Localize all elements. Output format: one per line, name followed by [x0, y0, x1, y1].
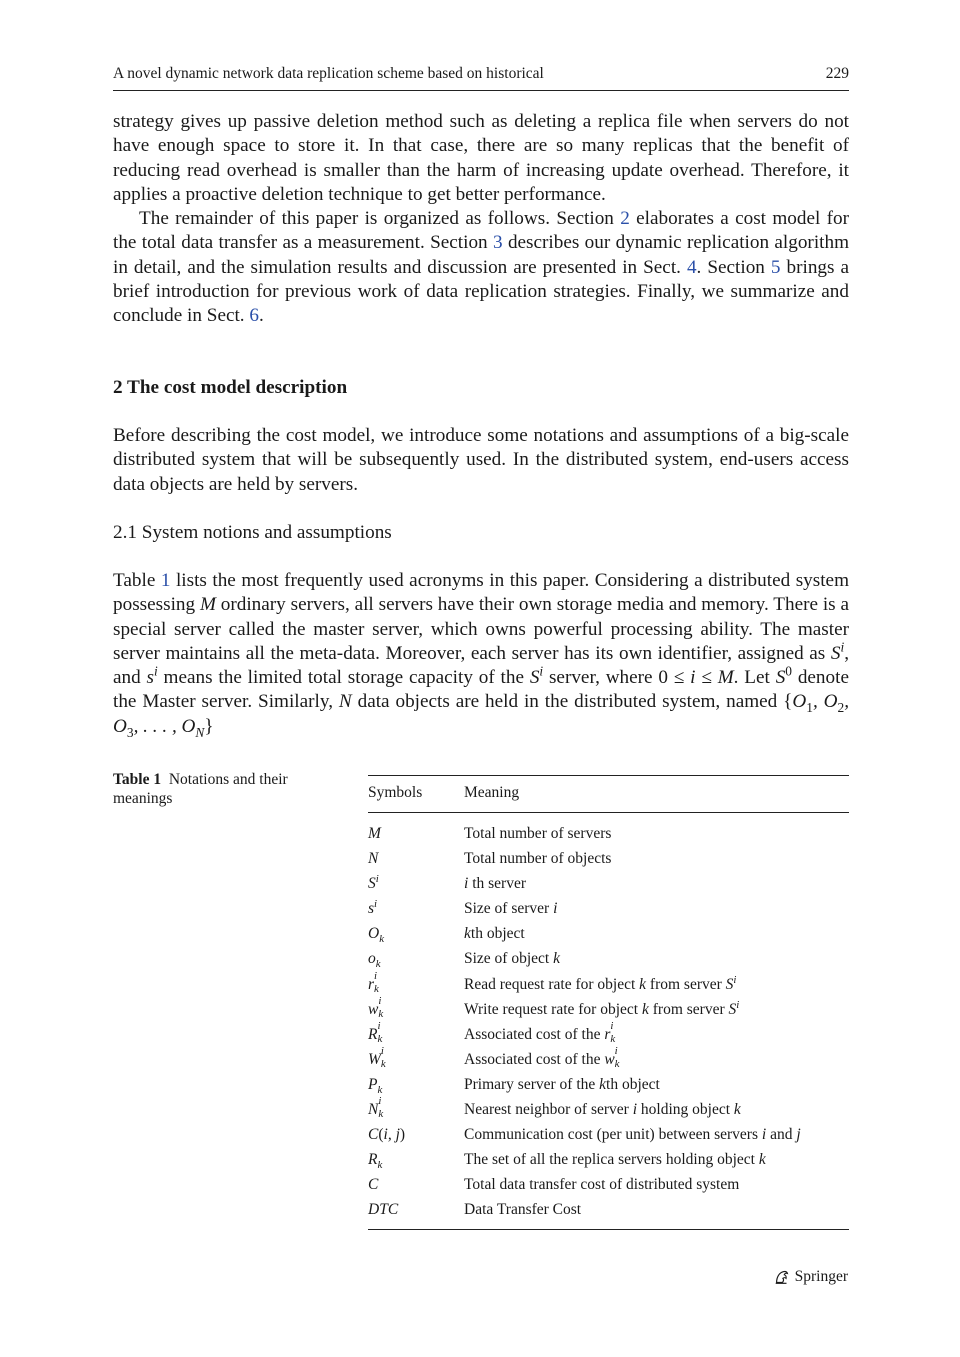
ref-section-5[interactable]: 5: [770, 256, 781, 278]
subsection-2-1-heading: 2.1 System notions and assumptions: [113, 522, 392, 543]
symbol-cell: C: [368, 1176, 379, 1194]
symbol-cell: $S^i$: [368, 873, 379, 893]
table-row: [368, 1095, 849, 1124]
symbol-cell: C(i, j): [368, 1126, 406, 1144]
table-1-caption-text: Notations and their meanings: [113, 771, 288, 807]
text-run: ≤: [695, 667, 718, 689]
meaning-cell: Associated cost of the r i k: [464, 1019, 616, 1045]
table-row: [368, 1174, 849, 1199]
meaning-cell: Read request rate for object k from server $S^i$: [464, 973, 737, 993]
ref-section-6[interactable]: 6: [249, 305, 259, 327]
table-row: [368, 1019, 849, 1049]
table-row: [368, 1149, 849, 1174]
table-row: [368, 994, 849, 1024]
table-header-row: [368, 776, 849, 813]
text-run: lists the most frequently used acronyms in this paper. Considering a distributed system possessing: [113, 570, 849, 616]
meaning-cell: The set of all the replica servers holding object k: [464, 1151, 766, 1169]
text-run: Table: [113, 570, 161, 591]
table-row: [368, 848, 849, 873]
math-N: N: [338, 691, 352, 713]
math-S-0: $S^0$: [775, 663, 792, 689]
symbol-cell: M: [368, 825, 381, 842]
table-row: [368, 948, 849, 973]
text-run: denote the Master server. Similarly,: [113, 667, 849, 713]
math-object-set: $O_1$, $O_2$, $O_3$, . . . , $O_N$: [113, 691, 850, 740]
ref-section-4[interactable]: 4: [686, 256, 697, 278]
text-run: describes our dynamic replication algorithm in detail, and the simulation results and discussion are presented in Sect.: [113, 232, 850, 278]
springer-horse-icon: [773, 1268, 791, 1286]
text-run: server, where 0 ≤: [543, 667, 691, 689]
symbol-cell: W i k: [368, 1044, 386, 1070]
table-row: [368, 1124, 849, 1149]
meaning-cell: Total data transfer cost of distributed system: [464, 1176, 740, 1194]
subsection-2-1-paragraph: [113, 569, 849, 739]
section-2-text: [113, 424, 849, 497]
ref-section-3[interactable]: 3: [493, 232, 503, 254]
symbol-cell: $P_k$: [368, 1075, 383, 1097]
text-run: ordinary servers, all servers have their own storage media and memory. There is a special server called the master server, which owns powerful processing ability. The master server maintains all the meta-data. Moreover, each server has its own identifier, assigned as: [113, 594, 849, 664]
running-header: [113, 64, 849, 91]
table-1-caption: [113, 770, 333, 808]
symbol-cell: N i k: [368, 1095, 384, 1121]
symbol-cell: $o_k$: [368, 950, 381, 971]
text-run: data objects are held in the distributed system, named {: [351, 691, 793, 713]
table-1: [368, 775, 849, 1230]
ref-section-2[interactable]: 2: [620, 208, 630, 230]
symbol-cell: R i k: [368, 1019, 383, 1045]
meaning-cell: Communication cost (per unit) between servers i and j: [464, 1126, 801, 1144]
meaning-cell: Total number of objects: [464, 850, 612, 868]
symbol-cell: r i k: [368, 969, 379, 995]
col-symbols-header: Symbols: [368, 784, 423, 801]
intro-paragraph-1: strategy gives up passive deletion method such as deleting a replica file when servers do not have enough space to store it. In that case, there are so many replicas that the benefit of reducing read overhead is smaller than the harm of increasing update overhead. Therefore, it applies a proactive deletion technique to get better performance.: [113, 111, 849, 205]
math-M: M: [199, 594, 216, 616]
meaning-cell: Size of object k: [464, 950, 560, 968]
table-row: [368, 898, 849, 923]
page-number: 229: [825, 65, 849, 82]
math-S-i: $S^i$: [830, 639, 845, 664]
math-S-i: $S^i$: [529, 663, 544, 689]
symbol-cell: w i k: [368, 994, 384, 1020]
math-M: M: [717, 667, 734, 689]
table-row: [368, 1199, 849, 1224]
text-run: , and: [113, 642, 849, 689]
table-row: [368, 1044, 849, 1074]
text-run: elaborates a cost model for the total data transfer as a measurement. Section: [113, 208, 849, 254]
section-2-paragraph: Before describing the cost model, we introduce some notations and assumptions of a big-scale distributed system that will be subsequently used. In the distributed system, end-users access data objects are held by servers.: [113, 425, 849, 495]
meaning-cell: Primary server of the kth object: [464, 1075, 660, 1093]
symbol-cell: $O_k$: [368, 925, 385, 946]
table-row: [368, 873, 849, 898]
symbol-cell: DTC: [368, 1201, 399, 1219]
text-run: . Section: [696, 256, 771, 278]
symbol-cell: $R_k$: [368, 1151, 383, 1172]
subsection-2-1-text: [113, 569, 849, 739]
meaning-cell: i th server: [464, 875, 526, 893]
text-run: . Let: [733, 667, 776, 689]
meaning-cell: Size of server i: [464, 900, 558, 918]
table-body: [368, 813, 849, 1229]
meaning-cell: Nearest neighbor of server i holding object k: [464, 1101, 741, 1119]
meaning-cell: Associated cost of the w i k: [464, 1044, 620, 1070]
table-row: [368, 969, 849, 999]
text-run: The remainder of this paper is organized as follows. Section: [139, 208, 621, 230]
table-row: [368, 823, 849, 848]
ref-table-1[interactable]: 1: [160, 570, 171, 591]
intro-text: [113, 110, 849, 329]
math-i: i: [690, 667, 696, 689]
text-run: means the limited total storage capacity of the: [157, 667, 530, 689]
text-run: }: [204, 715, 214, 737]
meaning-cell: Data Transfer Cost: [464, 1201, 582, 1219]
symbol-cell: $s^i$: [368, 898, 378, 918]
meaning-cell: kth object: [464, 925, 525, 943]
meaning-cell: Write request rate for object k from server $S^i$: [464, 998, 740, 1018]
publisher-footer: [773, 1268, 848, 1286]
text-run: .: [259, 305, 264, 327]
intro-paragraph-2: [113, 207, 849, 328]
symbol-cell: N: [368, 850, 379, 868]
table-row: [368, 923, 849, 948]
text-run: brings a brief introduction for previous work of data replication strategies. Finally, we summarize and conclude in Sect.: [113, 256, 849, 327]
meaning-cell: Total number of servers: [464, 825, 612, 842]
table-1-label: Table 1: [113, 771, 162, 788]
col-meaning-header: Meaning: [464, 784, 520, 801]
table-row: [368, 1074, 849, 1099]
section-2-heading: 2 The cost model description: [113, 377, 348, 398]
publisher-name: Springer: [794, 1268, 848, 1285]
running-title: A novel dynamic network data replication scheme based on historical: [113, 65, 544, 82]
math-s-i: $s^i$: [146, 663, 158, 689]
